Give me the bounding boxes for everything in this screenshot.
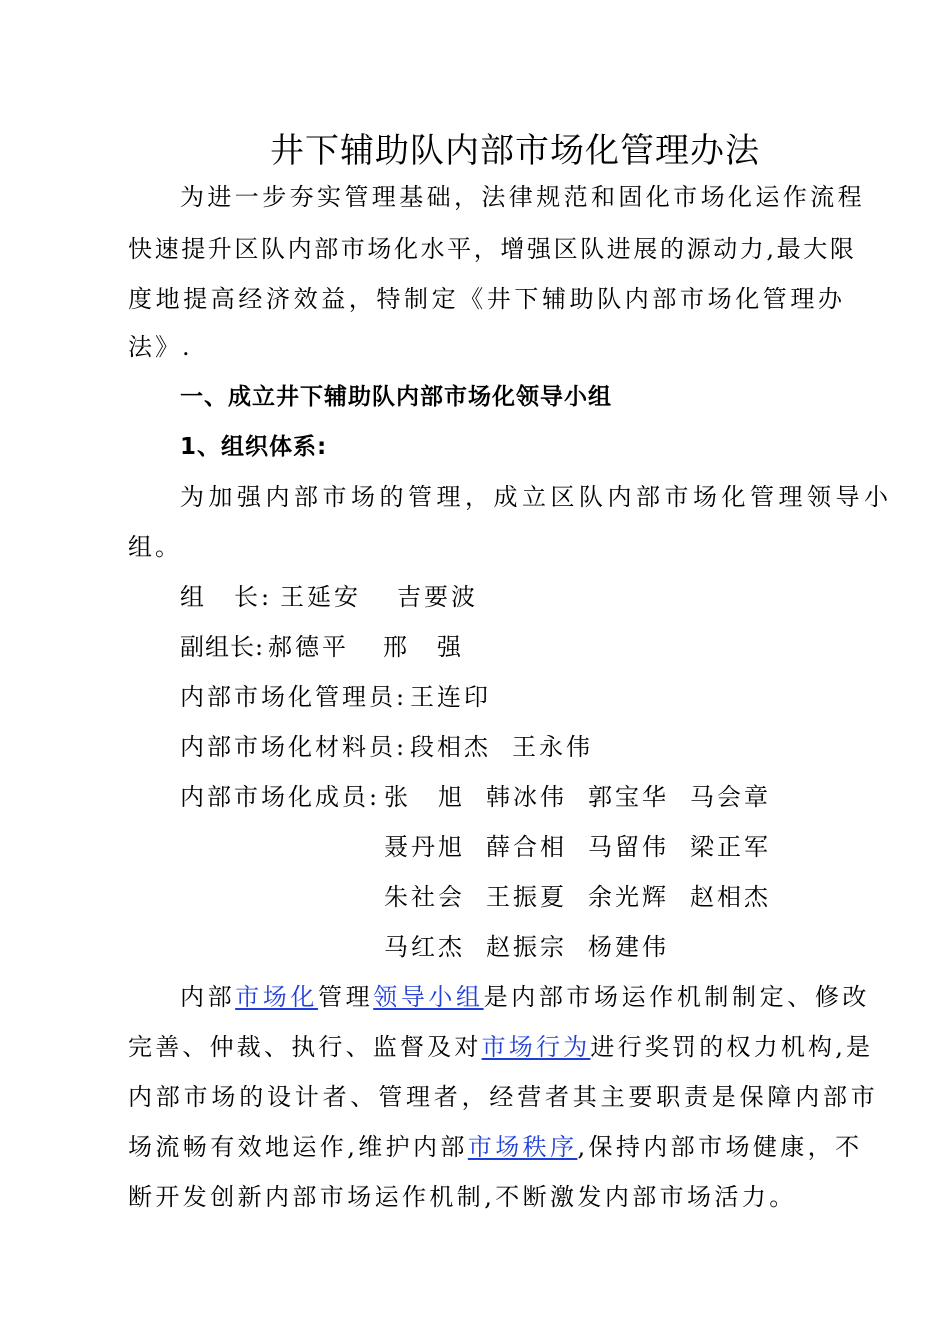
- market-behavior-link[interactable]: 市场行为: [481, 1033, 591, 1061]
- body-line-4: [128, 1130, 862, 1164]
- member-name: 马红杰: [384, 933, 465, 961]
- member-name: 余光辉: [588, 883, 669, 911]
- member-name: 韩冰伟: [486, 783, 567, 811]
- material-label: 内部市场化材料员:: [180, 733, 408, 761]
- member-name: 梁正军: [690, 833, 771, 861]
- subsection-1-heading: 1、组织体系:: [180, 434, 328, 460]
- member-name: 薛合相: [486, 833, 567, 861]
- member-name: 朱社会: [384, 883, 465, 911]
- body-text: 管理: [318, 983, 374, 1011]
- market-link[interactable]: 市场化: [235, 983, 319, 1011]
- material-name: 段相杰: [410, 733, 491, 761]
- body-text: ,保持内部市场健康，不: [577, 1133, 863, 1161]
- section-1-heading: 一、成立井下辅助队内部市场化领导小组: [180, 384, 612, 410]
- member-name: 聂丹旭: [384, 833, 465, 861]
- market-order-link[interactable]: 市场秩序: [467, 1133, 578, 1161]
- member-name: 赵相杰: [690, 883, 771, 911]
- purpose-line-1: 为加强内部市场的管理，成立区队内部市场化管理领导小: [180, 483, 893, 511]
- intro-line-4: 法》.: [128, 333, 193, 361]
- intro-line-3: 度地提高经济效益，特制定《井下辅助队内部市场化管理办: [128, 285, 846, 313]
- intro-line-1: 为进一步夯实管理基础，法律规范和固化市场化运作流程: [180, 183, 865, 211]
- body-text: 内部: [180, 983, 236, 1011]
- manager-name: 王连印: [410, 683, 491, 711]
- document-title: 井下辅助队内部市场化管理办法: [270, 131, 760, 171]
- body-text: 是内部市场运作机制制定、修改: [483, 983, 871, 1011]
- body-line-2: [128, 1030, 873, 1064]
- body-text: 完善、仲裁、执行、监督及对: [128, 1033, 482, 1061]
- member-name: 马会章: [690, 783, 771, 811]
- leader-name: 吉要波: [397, 583, 478, 611]
- leader-label: 组 长:: [180, 583, 273, 611]
- member-name: 杨建伟: [588, 933, 669, 961]
- manager-label: 内部市场化管理员:: [180, 683, 408, 711]
- deputy-name: 郝德平: [268, 633, 349, 661]
- intro-line-2: 快速提升区队内部市场化水平，增强区队进展的源动力,最大限: [128, 235, 857, 263]
- members-label: 内部市场化成员:: [180, 783, 381, 811]
- body-text: 场流畅有效地运作,维护内部: [128, 1133, 468, 1161]
- body-line-3: 内部市场的设计者、管理者，经营者其主要职责是保障内部市: [128, 1083, 879, 1111]
- member-name: 赵振宗: [486, 933, 567, 961]
- member-name: 张 旭: [384, 783, 465, 811]
- body-line-5: 断开发创新内部市场运作机制,不断激发内部市场活力。: [128, 1183, 797, 1211]
- body-line-1: [180, 980, 870, 1014]
- member-name: 马留伟: [588, 833, 669, 861]
- deputy-label: 副组长:: [180, 633, 265, 661]
- leadership-group-link[interactable]: 领导小组: [373, 983, 484, 1011]
- purpose-line-2: 组。: [128, 533, 182, 561]
- body-text: 进行奖罚的权力机构,是: [590, 1033, 874, 1061]
- leader-name: 王延安: [280, 583, 361, 611]
- deputy-name: 邢 强: [383, 633, 464, 661]
- member-name: 郭宝华: [588, 783, 669, 811]
- material-name: 王永伟: [512, 733, 593, 761]
- member-name: 王振夏: [486, 883, 567, 911]
